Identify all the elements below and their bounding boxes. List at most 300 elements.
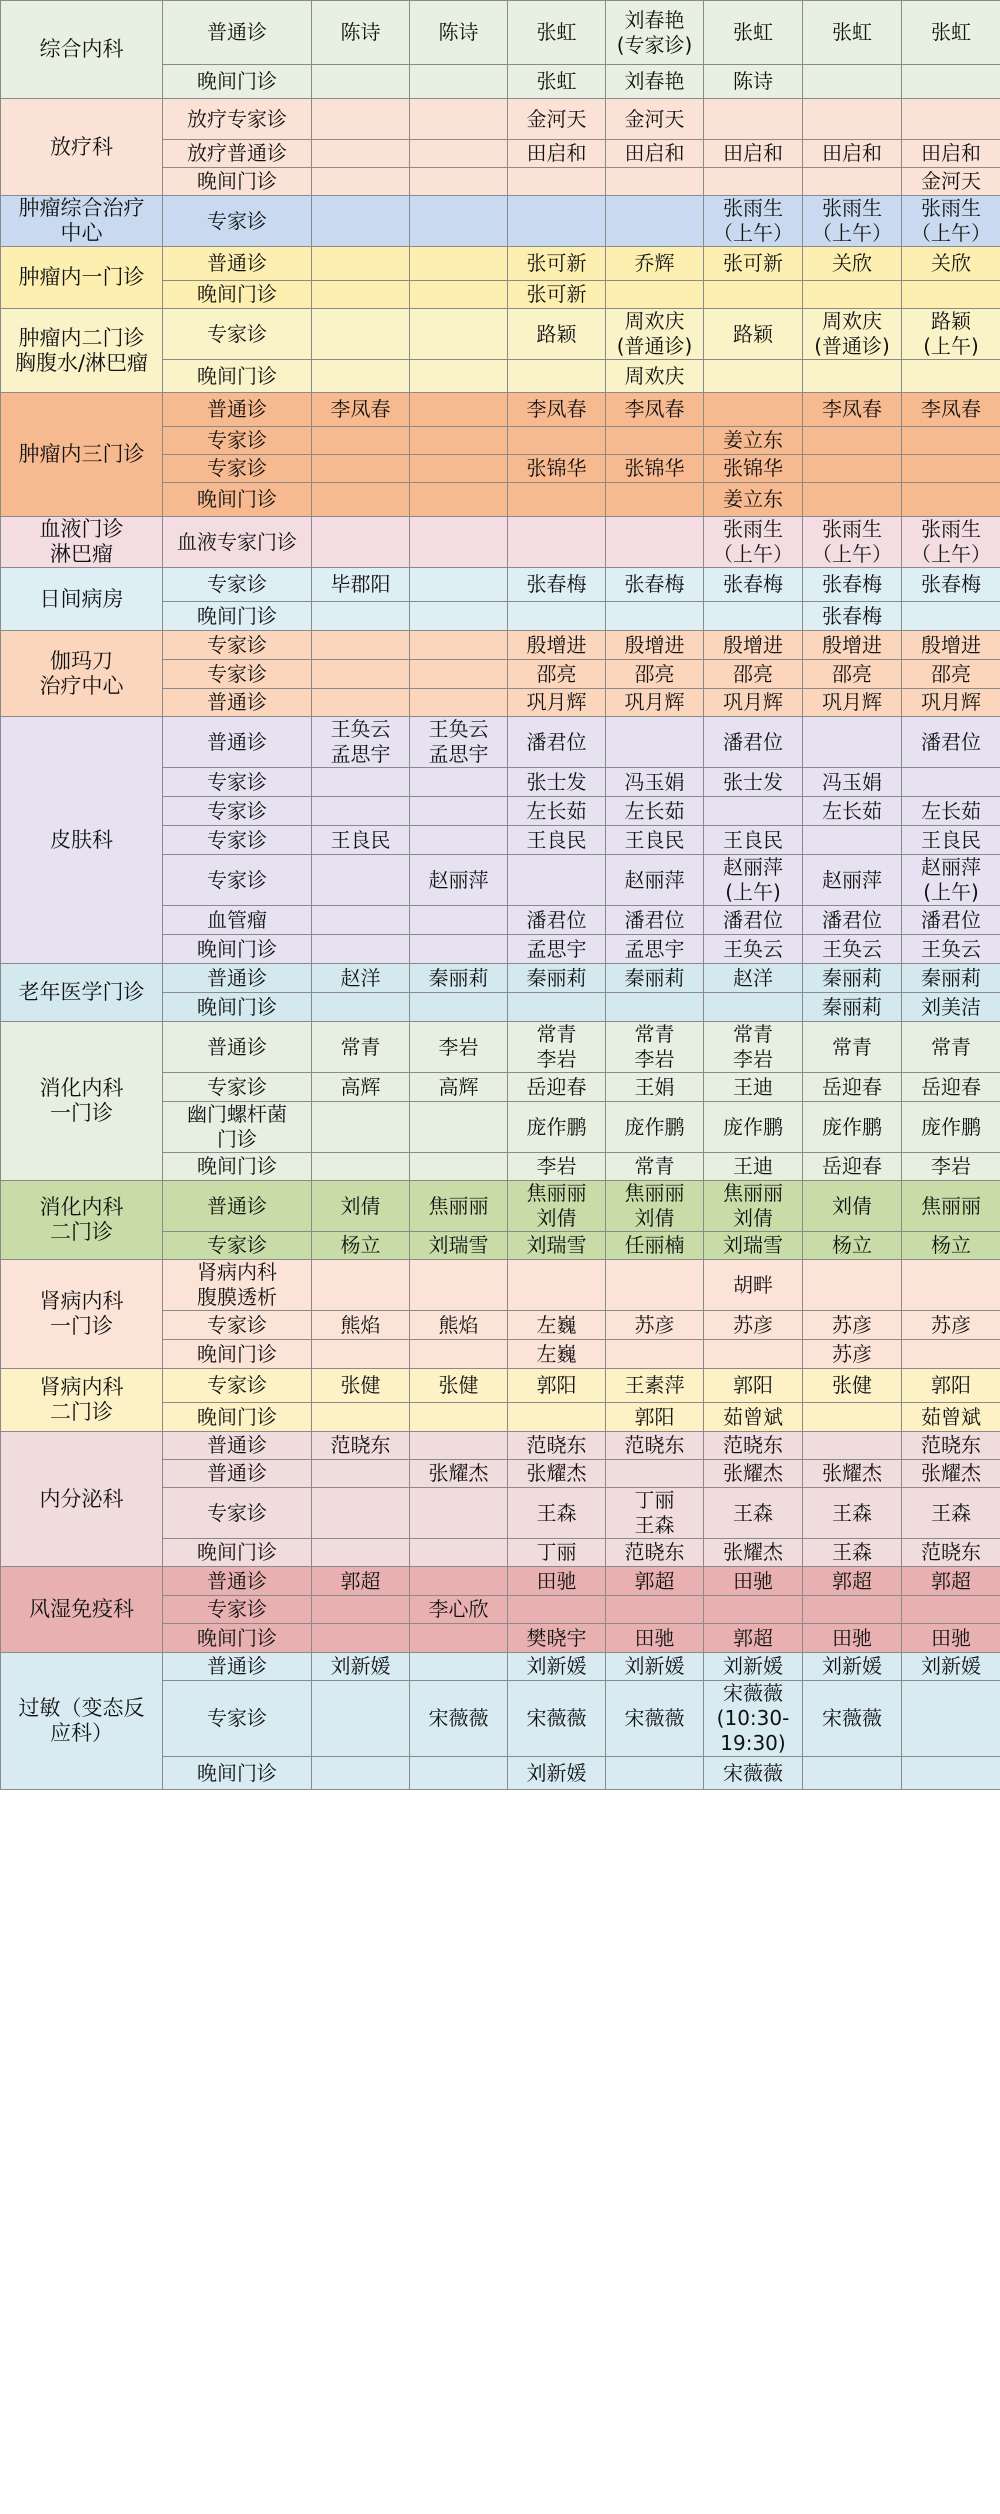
clinic-type-cell: 专家诊 [163,660,312,689]
department-name-cell: 风湿免疫科 [1,1567,163,1653]
doctor-cell [410,196,508,247]
doctor-cell: 范晓东 [902,1539,1000,1567]
doctor-cell: 左巍 [508,1340,606,1369]
doctor-cell: 张耀杰 [508,1460,606,1488]
clinic-type-cell: 放疗专家诊 [163,99,312,140]
doctor-cell: 刘美洁 [902,993,1000,1022]
doctor-cell [312,1403,410,1432]
doctor-cell [312,281,410,309]
doctor-cell [410,993,508,1022]
doctor-cell: 周欢庆 (普通诊) [803,309,902,360]
doctor-cell: 张春梅 [803,602,902,631]
doctor-cell: 张耀杰 [803,1460,902,1488]
clinic-type-cell: 普通诊 [163,1022,312,1073]
doctor-cell: 刘新媛 [902,1653,1000,1681]
clinic-type-cell: 晚间门诊 [163,1624,312,1653]
clinic-type-cell: 专家诊 [163,309,312,360]
doctor-cell: 王奂云 孟思宇 [312,717,410,768]
doctor-cell [312,1757,410,1790]
doctor-cell: 张锦华 [606,455,704,483]
clinic-type-cell: 普通诊 [163,689,312,717]
department-name-cell: 血液门诊 淋巴瘤 [1,517,163,568]
doctor-cell [410,393,508,427]
doctor-cell: 李凤春 [508,393,606,427]
department-name-cell: 肿瘤内一门诊 [1,247,163,309]
doctor-cell [606,717,704,768]
doctor-cell: 岳迎春 [803,1153,902,1181]
doctor-cell: 刘春艳 [606,65,704,99]
doctor-cell: 郭超 [312,1567,410,1596]
doctor-cell: 王森 [803,1488,902,1539]
department-name-cell: 老年医学门诊 [1,964,163,1022]
clinic-type-cell: 专家诊 [163,768,312,797]
doctor-cell [312,1681,410,1757]
doctor-cell [606,427,704,455]
doctor-cell [312,1488,410,1539]
doctor-cell: 刘新媛 [803,1653,902,1681]
doctor-cell: 王森 [902,1488,1000,1539]
doctor-cell: 张春梅 [704,568,803,602]
doctor-cell [704,1340,803,1369]
doctor-cell: 王素萍 [606,1369,704,1403]
doctor-cell: 金河天 [902,168,1000,196]
doctor-cell: 张健 [803,1369,902,1403]
doctor-cell: 姜立东 [704,483,803,517]
doctor-cell [410,602,508,631]
doctor-cell [410,568,508,602]
doctor-cell: 范晓东 [312,1432,410,1460]
doctor-cell: 宋薇薇 [508,1681,606,1757]
doctor-cell [312,1539,410,1567]
clinic-type-cell: 幽门螺杆菌 门诊 [163,1102,312,1153]
doctor-cell [508,517,606,568]
doctor-cell [410,1432,508,1460]
schedule-body [1,1,1000,1790]
doctor-cell: 焦丽丽 [902,1181,1000,1232]
doctor-cell [312,1596,410,1624]
doctor-cell: 常青 李岩 [704,1022,803,1073]
doctor-cell [410,1403,508,1432]
doctor-cell: 宋薇薇 [803,1681,902,1757]
doctor-cell [312,483,410,517]
doctor-cell: 樊晓宇 [508,1624,606,1653]
doctor-cell [312,309,410,360]
clinic-type-cell: 普通诊 [163,1181,312,1232]
doctor-cell [312,517,410,568]
doctor-cell: 张虹 [508,65,606,99]
doctor-cell: 王森 [508,1488,606,1539]
doctor-cell [704,602,803,631]
doctor-cell [508,602,606,631]
doctor-cell [606,602,704,631]
doctor-cell [410,631,508,660]
doctor-cell: 焦丽丽 刘倩 [704,1181,803,1232]
doctor-cell: 张可新 [508,281,606,309]
doctor-cell: 杨立 [803,1232,902,1260]
doctor-cell: 王森 [704,1488,803,1539]
doctor-cell: 范晓东 [606,1539,704,1567]
doctor-cell: 常青 [312,1022,410,1073]
department-name-cell: 肿瘤综合治疗 中心 [1,196,163,247]
doctor-cell: 路颖 (上午) [902,309,1000,360]
doctor-cell: 张春梅 [902,568,1000,602]
doctor-cell [803,99,902,140]
doctor-cell: 范晓东 [606,1432,704,1460]
table-row [1,1567,1000,1596]
doctor-cell [606,1340,704,1369]
doctor-cell: 张春梅 [803,568,902,602]
doctor-cell: 张健 [410,1369,508,1403]
doctor-cell [803,1403,902,1432]
table-row [1,99,1000,140]
doctor-cell [606,1260,704,1311]
doctor-cell: 赵洋 [704,964,803,993]
doctor-cell: 庞作鹏 [508,1102,606,1153]
doctor-cell: 茹曾斌 [704,1403,803,1432]
doctor-cell: 郭阳 [902,1369,1000,1403]
doctor-cell [704,393,803,427]
doctor-cell: 焦丽丽 刘倩 [508,1181,606,1232]
doctor-cell: 田驰 [704,1567,803,1596]
doctor-cell: 苏彦 [803,1311,902,1340]
doctor-cell: 王奂云 [803,935,902,964]
doctor-cell [902,768,1000,797]
doctor-cell: 郭超 [803,1567,902,1596]
table-row [1,309,1000,360]
doctor-cell: 庞作鹏 [803,1102,902,1153]
clinic-type-cell: 血管瘤 [163,906,312,935]
doctor-cell [902,483,1000,517]
doctor-cell [508,855,606,906]
clinic-type-cell: 晚间门诊 [163,281,312,309]
clinic-type-cell: 专家诊 [163,855,312,906]
department-name-cell: 综合内科 [1,1,163,99]
doctor-cell: 殷增进 [704,631,803,660]
clinic-type-cell: 普通诊 [163,1460,312,1488]
doctor-cell: 苏彦 [803,1340,902,1369]
doctor-cell: 关欣 [803,247,902,281]
clinic-type-cell: 普通诊 [163,1,312,65]
doctor-cell [803,455,902,483]
doctor-cell: 李凤春 [902,393,1000,427]
doctor-cell [902,427,1000,455]
clinic-type-cell: 晚间门诊 [163,1403,312,1432]
doctor-cell: 庞作鹏 [606,1102,704,1153]
doctor-cell: 张耀杰 [704,1539,803,1567]
doctor-cell [410,689,508,717]
table-row [1,393,1000,427]
clinic-type-cell: 专家诊 [163,1681,312,1757]
doctor-cell: 邵亮 [902,660,1000,689]
doctor-cell: 冯玉娟 [803,768,902,797]
doctor-cell [902,1260,1000,1311]
clinic-type-cell: 晚间门诊 [163,602,312,631]
doctor-cell: 秦丽莉 [803,993,902,1022]
table-row [1,1022,1000,1073]
doctor-cell: 王良民 [902,826,1000,855]
doctor-cell [902,281,1000,309]
doctor-cell: 殷增进 [606,631,704,660]
doctor-cell [902,1596,1000,1624]
doctor-cell: 王森 [803,1539,902,1567]
doctor-cell: 秦丽莉 [606,964,704,993]
doctor-cell [410,1567,508,1596]
doctor-cell: 路颖 [704,309,803,360]
doctor-cell [803,427,902,455]
doctor-cell [902,602,1000,631]
clinic-type-cell: 晚间门诊 [163,993,312,1022]
doctor-cell [312,906,410,935]
doctor-cell [312,1624,410,1653]
department-name-cell: 放疗科 [1,99,163,196]
doctor-cell: 熊焰 [312,1311,410,1340]
doctor-cell: 赵丽萍 [606,855,704,906]
doctor-cell [410,455,508,483]
doctor-cell: 左长茹 [606,797,704,826]
doctor-cell [410,65,508,99]
doctor-cell: 金河天 [508,99,606,140]
doctor-cell [410,1624,508,1653]
doctor-cell [312,602,410,631]
clinic-type-cell: 专家诊 [163,1311,312,1340]
clinic-type-cell: 普通诊 [163,1432,312,1460]
doctor-cell: 李心欣 [410,1596,508,1624]
doctor-cell: 宋薇薇 (10:30- 19:30) [704,1681,803,1757]
doctor-cell [508,993,606,1022]
doctor-cell: 毕郡阳 [312,568,410,602]
doctor-cell: 张雨生 （上午） [704,196,803,247]
doctor-cell: 赵丽萍 [410,855,508,906]
clinic-type-cell: 晚间门诊 [163,1757,312,1790]
doctor-cell: 潘君位 [704,906,803,935]
doctor-cell: 潘君位 [704,717,803,768]
clinic-type-cell: 专家诊 [163,631,312,660]
doctor-cell [902,360,1000,393]
doctor-cell [410,1539,508,1567]
doctor-cell [606,168,704,196]
doctor-cell: 庞作鹏 [704,1102,803,1153]
clinic-type-cell: 晚间门诊 [163,65,312,99]
doctor-cell [803,826,902,855]
doctor-cell: 王迪 [704,1153,803,1181]
doctor-cell: 潘君位 [606,906,704,935]
clinic-type-cell: 专家诊 [163,1596,312,1624]
department-name-cell: 消化内科 一门诊 [1,1022,163,1181]
doctor-cell: 郭阳 [704,1369,803,1403]
clinic-type-cell: 普通诊 [163,247,312,281]
doctor-cell [312,797,410,826]
doctor-cell: 刘瑞雪 [508,1232,606,1260]
clinic-type-cell: 晚间门诊 [163,483,312,517]
clinic-type-cell: 晚间门诊 [163,1153,312,1181]
clinic-type-cell: 普通诊 [163,393,312,427]
doctor-cell: 岳迎春 [902,1073,1000,1102]
doctor-cell: 秦丽莉 [803,964,902,993]
department-name-cell: 肿瘤内三门诊 [1,393,163,517]
table-row [1,1369,1000,1403]
doctor-cell [606,281,704,309]
doctor-cell: 田启和 [704,140,803,168]
table-row [1,568,1000,602]
clinic-type-cell: 晚间门诊 [163,1340,312,1369]
doctor-cell: 李凤春 [312,393,410,427]
doctor-cell: 路颖 [508,309,606,360]
clinic-type-cell: 普通诊 [163,964,312,993]
doctor-cell: 范晓东 [508,1432,606,1460]
clinic-type-cell: 普通诊 [163,717,312,768]
clinic-type-cell: 专家诊 [163,797,312,826]
department-name-cell: 日间病房 [1,568,163,631]
doctor-cell [410,935,508,964]
department-name-cell: 肿瘤内二门诊 胸腹水/淋巴瘤 [1,309,163,393]
doctor-cell [410,309,508,360]
doctor-cell [410,168,508,196]
doctor-cell: 左长茹 [803,797,902,826]
doctor-cell: 巩月辉 [606,689,704,717]
doctor-cell: 秦丽莉 [410,964,508,993]
doctor-cell: 王良民 [312,826,410,855]
doctor-cell [606,517,704,568]
doctor-cell: 田驰 [606,1624,704,1653]
table-row [1,1,1000,65]
doctor-cell: 关欣 [902,247,1000,281]
doctor-cell: 刘新媛 [312,1653,410,1681]
doctor-cell [312,196,410,247]
doctor-cell [606,1757,704,1790]
table-row [1,1653,1000,1681]
table-row [1,631,1000,660]
doctor-cell [410,281,508,309]
doctor-cell: 陈诗 [704,65,803,99]
doctor-cell [410,1488,508,1539]
doctor-cell [606,483,704,517]
doctor-cell [803,1596,902,1624]
doctor-cell: 周欢庆 [606,360,704,393]
doctor-cell: 丁丽 王森 [606,1488,704,1539]
doctor-cell [410,826,508,855]
doctor-cell [312,65,410,99]
doctor-cell: 巩月辉 [508,689,606,717]
doctor-cell: 殷增进 [902,631,1000,660]
doctor-cell: 张锦华 [508,455,606,483]
doctor-cell [803,65,902,99]
table-row [1,1260,1000,1311]
doctor-cell: 高辉 [410,1073,508,1102]
doctor-cell [508,1260,606,1311]
doctor-cell [312,1153,410,1181]
doctor-cell: 宋薇薇 [704,1757,803,1790]
doctor-cell: 刘新媛 [606,1653,704,1681]
clinic-type-cell: 晚间门诊 [163,935,312,964]
doctor-cell: 刘瑞雪 [410,1232,508,1260]
doctor-cell: 丁丽 [508,1539,606,1567]
doctor-cell: 田启和 [803,140,902,168]
doctor-cell: 郭超 [902,1567,1000,1596]
doctor-cell: 常青 李岩 [606,1022,704,1073]
doctor-cell: 郭超 [606,1567,704,1596]
doctor-cell: 庞作鹏 [902,1102,1000,1153]
doctor-cell: 左巍 [508,1311,606,1340]
doctor-cell: 郭超 [704,1624,803,1653]
doctor-cell: 王良民 [606,826,704,855]
doctor-cell: 巩月辉 [803,689,902,717]
clinic-type-cell: 专家诊 [163,1073,312,1102]
doctor-cell: 刘倩 [803,1181,902,1232]
doctor-cell: 邵亮 [508,660,606,689]
doctor-cell [704,99,803,140]
doctor-cell: 张雨生 （上午） [803,517,902,568]
doctor-cell [312,631,410,660]
doctor-cell [410,768,508,797]
table-row [1,1181,1000,1232]
doctor-cell [410,1757,508,1790]
doctor-cell: 杨立 [312,1232,410,1260]
doctor-cell [410,247,508,281]
doctor-cell: 常青 [902,1022,1000,1073]
clinic-type-cell: 普通诊 [163,1653,312,1681]
doctor-cell [508,1596,606,1624]
doctor-cell [312,455,410,483]
doctor-cell: 巩月辉 [704,689,803,717]
doctor-cell [312,855,410,906]
doctor-cell [312,1460,410,1488]
doctor-cell [803,717,902,768]
doctor-cell: 秦丽莉 [902,964,1000,993]
clinic-type-cell: 晚间门诊 [163,168,312,196]
doctor-cell [312,427,410,455]
doctor-cell: 苏彦 [704,1311,803,1340]
doctor-cell: 赵丽萍 [803,855,902,906]
doctor-cell: 王娟 [606,1073,704,1102]
doctor-cell [312,660,410,689]
clinic-type-cell: 专家诊 [163,196,312,247]
doctor-cell: 张锦华 [704,455,803,483]
doctor-cell: 张雨生 （上午） [902,196,1000,247]
doctor-cell [410,427,508,455]
doctor-cell: 张可新 [704,247,803,281]
doctor-cell: 田驰 [803,1624,902,1653]
doctor-cell: 张可新 [508,247,606,281]
doctor-cell: 刘春艳 (专家诊) [606,1,704,65]
doctor-cell: 张士发 [704,768,803,797]
doctor-cell [606,196,704,247]
doctor-cell [902,1340,1000,1369]
doctor-cell [312,247,410,281]
clinic-type-cell: 专家诊 [163,427,312,455]
doctor-cell [803,281,902,309]
doctor-cell [704,797,803,826]
doctor-cell: 范晓东 [902,1432,1000,1460]
clinic-type-cell: 肾病内科 腹膜透析 [163,1260,312,1311]
doctor-cell: 田驰 [902,1624,1000,1653]
clinic-type-cell: 专家诊 [163,455,312,483]
doctor-cell [803,168,902,196]
doctor-cell [410,360,508,393]
doctor-cell: 张虹 [508,1,606,65]
clinic-type-cell: 放疗普通诊 [163,140,312,168]
doctor-cell: 潘君位 [902,906,1000,935]
clinic-type-cell: 专家诊 [163,1369,312,1403]
doctor-cell [410,517,508,568]
doctor-cell [704,281,803,309]
doctor-cell: 王奂云 [704,935,803,964]
doctor-cell [606,993,704,1022]
doctor-cell: 田驰 [508,1567,606,1596]
doctor-cell [606,1596,704,1624]
doctor-cell [902,1757,1000,1790]
doctor-cell: 王良民 [704,826,803,855]
doctor-cell [803,483,902,517]
